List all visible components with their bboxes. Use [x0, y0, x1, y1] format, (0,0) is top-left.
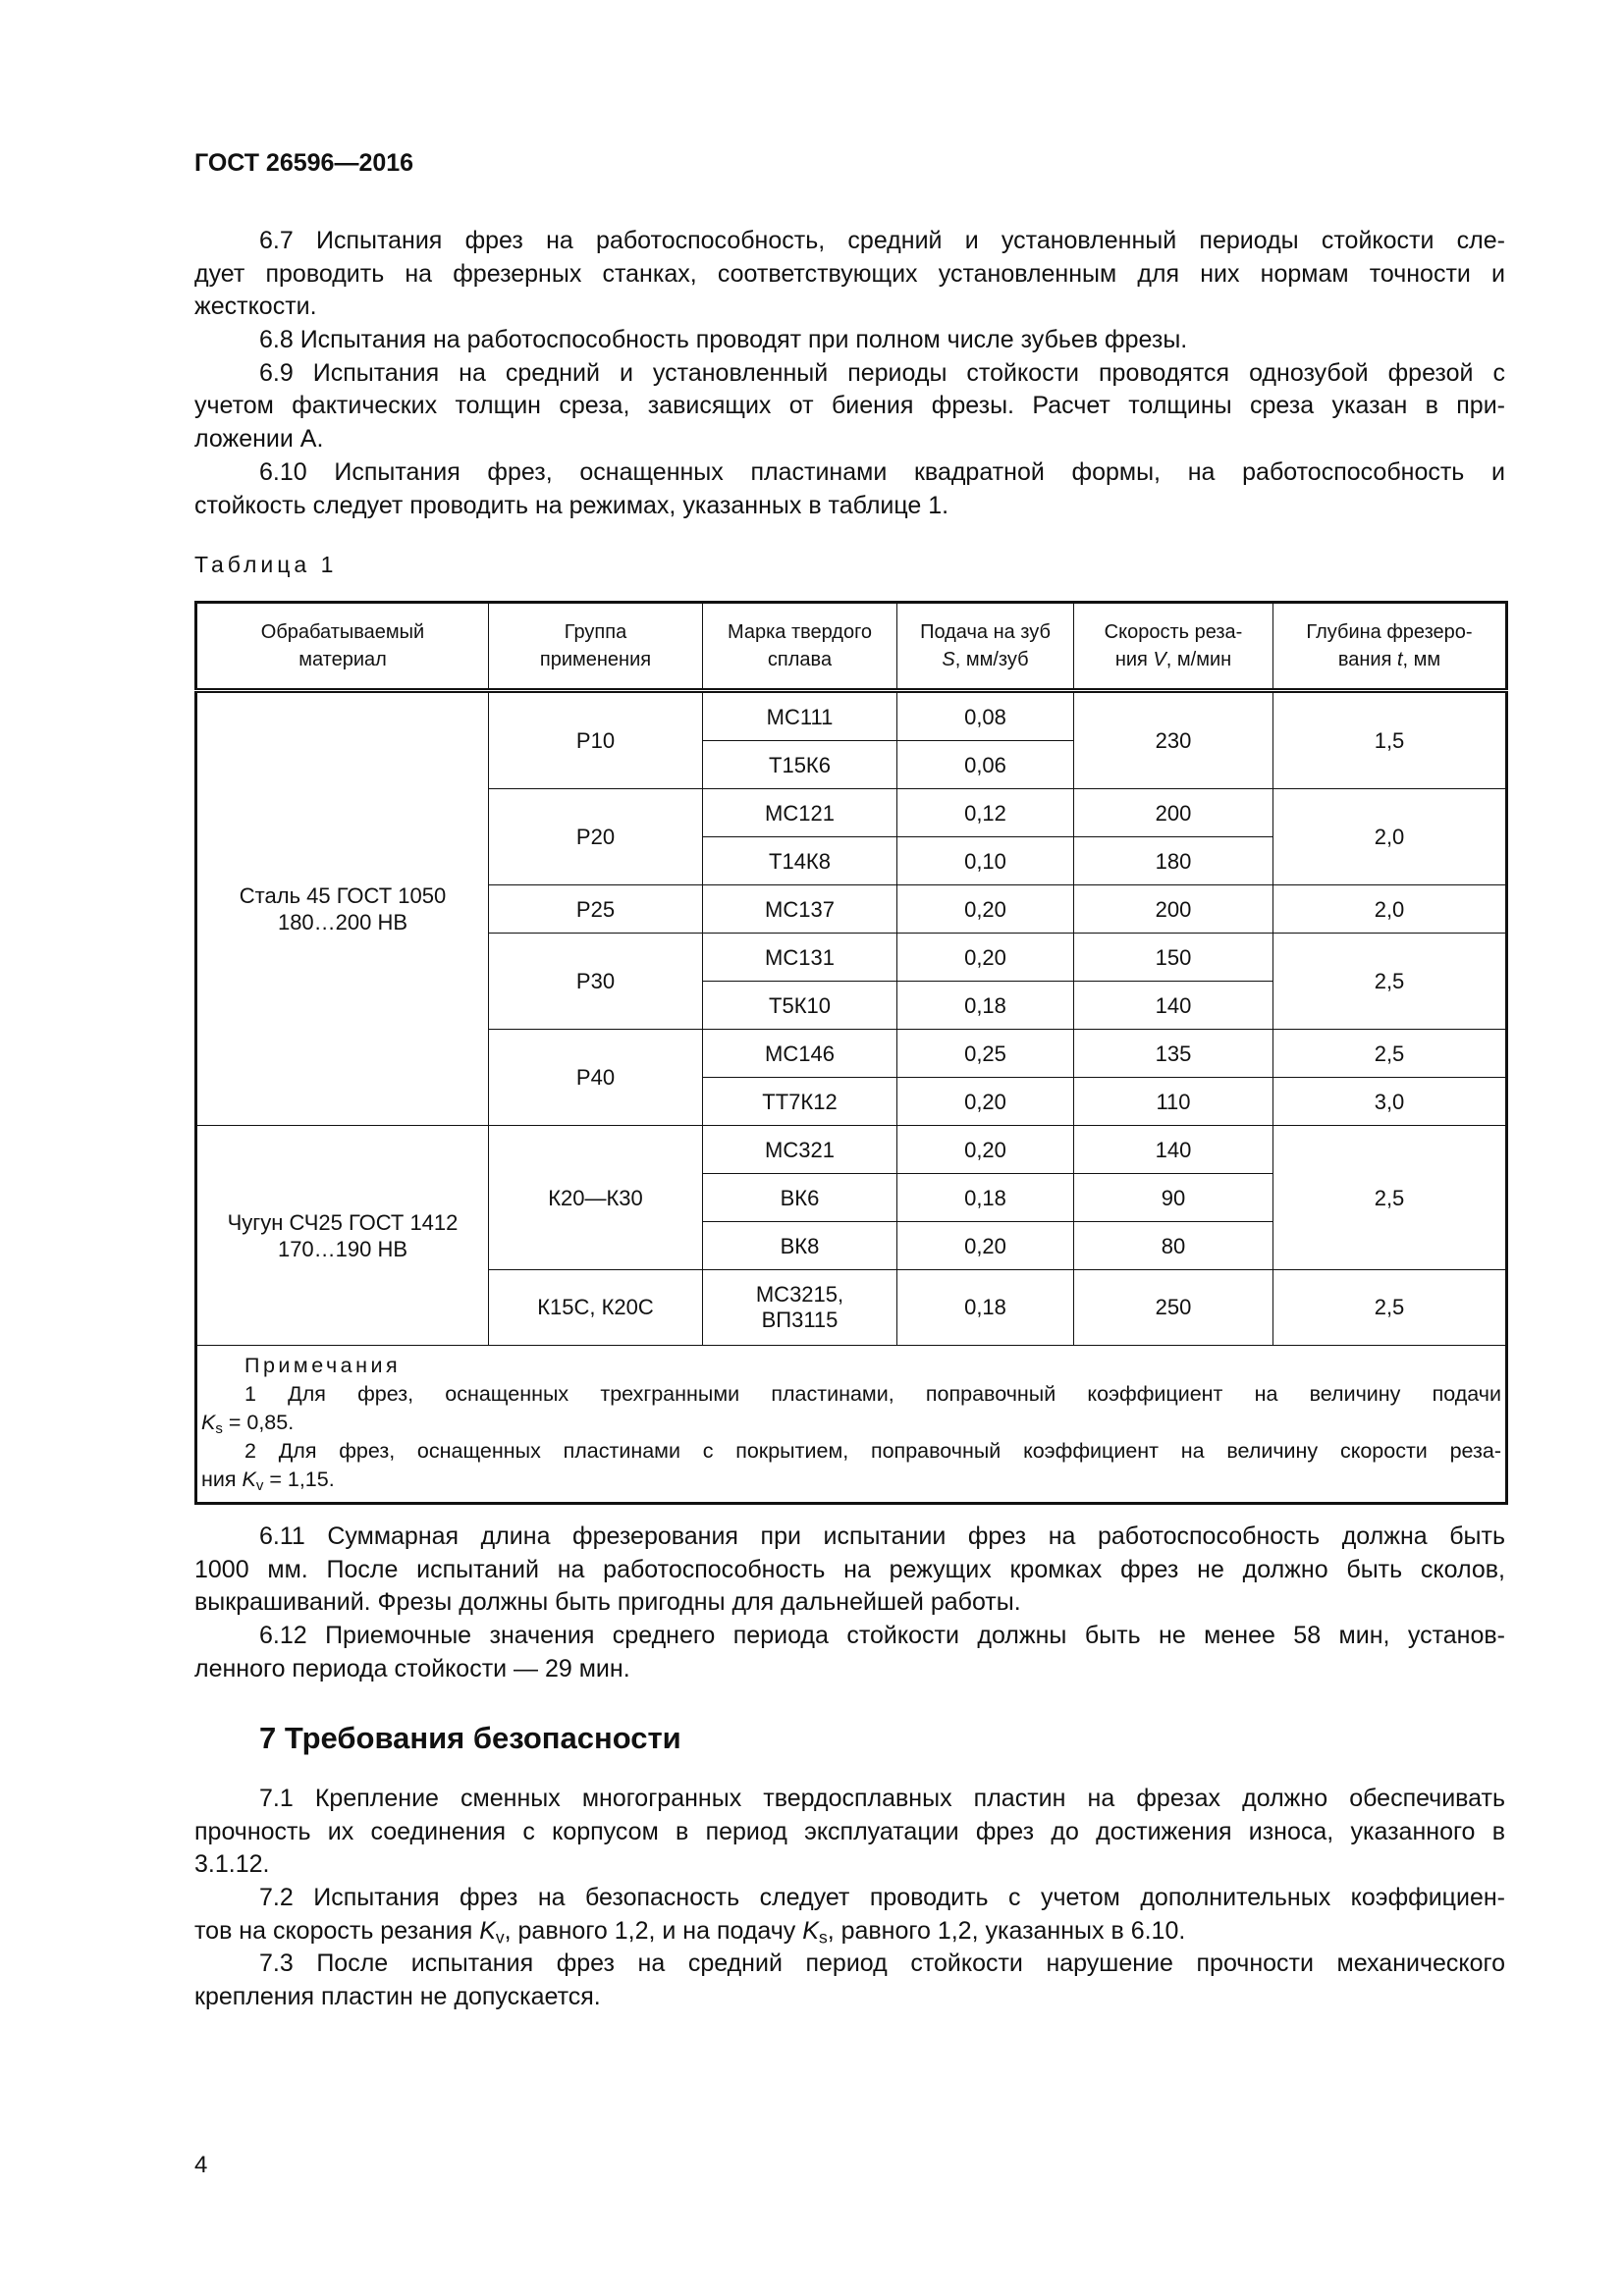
feed-cell: 0,12: [897, 789, 1074, 837]
cell-line: Обрабатываемый: [260, 621, 425, 643]
cell-line: ния V, м/мин: [1114, 649, 1232, 670]
paragraph: [194, 1521, 1505, 1620]
text-line: 7.2 Испытания фрез на безопасность следует проводить с учетом дополнительных коэффициен-: [259, 1884, 1505, 1912]
speed-cell: 135: [1074, 1030, 1273, 1078]
paragraph: [194, 1882, 1505, 1948]
cell-line: Подача на зуб: [920, 621, 1051, 643]
grade-cell: ВК8: [703, 1222, 897, 1270]
text-line: 1000 мм. После испытаний на работоспособность на режущих кромках фрез не должно быть сколов,: [194, 1555, 1505, 1583]
text-line: выкрашиваний. Фрезы должны быть пригодны для дальнейшей работы.: [194, 1588, 1021, 1617]
group-cell: Р25: [489, 885, 703, 934]
text-line: крепления пластин не допускается.: [194, 1983, 601, 2011]
feed-cell: 0,08: [897, 691, 1074, 741]
feed-cell: 0,20: [897, 1126, 1074, 1174]
group-cell: Р10: [489, 691, 703, 789]
text-line: прочность их соединения с корпусом в период эксплуатации фрез до достижения износа, указанного в: [194, 1817, 1505, 1845]
paragraph: [194, 357, 1505, 456]
material-cell: [196, 1126, 489, 1346]
paragraph: [194, 225, 1505, 324]
section-7-clauses: [194, 1783, 1505, 2014]
text-line: жесткости.: [194, 293, 317, 321]
text-line: 6.11 Суммарная длина фрезерования при испытании фрез на работоспособность должна быть: [259, 1522, 1505, 1550]
depth-cell: 2,5: [1273, 1126, 1507, 1270]
cell-line: 180…200 НВ: [277, 910, 408, 934]
feed-cell: 0,06: [897, 741, 1074, 789]
note-item: [201, 1437, 1501, 1494]
section-heading: 7 Требования безопасности: [259, 1721, 681, 1755]
table-caption: Таблица 1: [194, 552, 338, 577]
notes-title: [201, 1352, 1501, 1380]
coefficient-symbol: $K_v$: [479, 1916, 505, 1948]
text-line: учетом фактических толщин среза, зависящих от биения фрезы. Расчет толщины среза указан в при-: [194, 392, 1505, 420]
cell-line: вания t, мм: [1337, 649, 1441, 670]
header-speed: [1074, 603, 1273, 691]
speed-cell: 90: [1074, 1174, 1273, 1222]
text-line: стойкость следует проводить на режимах, указанных в таблице 1.: [194, 491, 949, 519]
depth-cell: 2,5: [1273, 934, 1507, 1030]
cell-line: S, мм/зуб: [942, 649, 1029, 670]
table-header-row: [196, 603, 1507, 691]
depth-cell: 2,5: [1273, 1270, 1507, 1346]
group-cell: Р20: [489, 789, 703, 885]
speed-cell: 200: [1074, 885, 1273, 934]
cell-line: Скорость реза-: [1104, 621, 1243, 643]
text-line: тов на скорость резания $K_v$, равного 1,2, и на подачу $K_s$, равного 1,2, указанных в 6.10.: [194, 1916, 1186, 1948]
grade-cell: МС121: [703, 789, 897, 837]
clauses-6-7-to-6-10: [194, 225, 1505, 522]
document-code: ГОСТ 26596—2016: [194, 149, 414, 177]
table-1: [194, 601, 1508, 1505]
grade-cell: МС111: [703, 691, 897, 741]
grade-cell: ВК6: [703, 1174, 897, 1222]
text-line: 6.7 Испытания фрез на работоспособность, средний и установленный периоды стойкости сле-: [259, 227, 1505, 254]
depth-cell: 2,5: [1273, 1030, 1507, 1078]
header-material: [196, 603, 489, 691]
text-line: 3.1.12.: [194, 1850, 270, 1879]
text-line: $K_s = 0,85$.: [201, 1411, 295, 1437]
depth-cell: 1,5: [1273, 691, 1507, 789]
cell-line: Группа: [564, 621, 627, 643]
grade-cell: Т5К10: [703, 982, 897, 1030]
cell-line: применения: [539, 649, 652, 670]
feed-cell: 0,25: [897, 1030, 1074, 1078]
paragraph: [194, 324, 1505, 357]
coefficient-symbol: $K_s$: [201, 1411, 223, 1437]
text-line: ложении А.: [194, 425, 324, 454]
text-line: 7.3 После испытания фрез на средний период стойкости нарушение прочности механического: [259, 1949, 1505, 1978]
feed-cell: 0,18: [897, 1174, 1074, 1222]
feed-cell: 0,18: [897, 982, 1074, 1030]
feed-cell: 0,18: [897, 1270, 1074, 1346]
grade-cell: ТТ7К12: [703, 1078, 897, 1126]
speed-cell: 80: [1074, 1222, 1273, 1270]
clauses-6-11-to-6-12: [194, 1521, 1505, 1685]
text-line: ния $K_v = 1,15$.: [201, 1468, 335, 1494]
paragraph: [194, 1948, 1505, 2013]
coefficient-symbol: $K_v$: [242, 1468, 264, 1494]
grade-cell: МС146: [703, 1030, 897, 1078]
grade-cell: МС321: [703, 1126, 897, 1174]
depth-cell: 2,0: [1273, 789, 1507, 885]
text-line: 6.12 Приемочные значения среднего периода стойкости должны быть не менее 58 мин, установ-: [259, 1622, 1505, 1650]
cell-line: МС3215,: [755, 1282, 844, 1307]
feed-cell: 0,20: [897, 1222, 1074, 1270]
cell-line: 170…190 НВ: [277, 1236, 408, 1261]
page-number: 4: [194, 2152, 208, 2178]
feed-cell: 0,10: [897, 837, 1074, 885]
grade-cell: МС137: [703, 885, 897, 934]
depth-cell: 3,0: [1273, 1078, 1507, 1126]
cell-line: Чугун СЧ25 ГОСТ 1412: [227, 1209, 459, 1235]
text-line: 1 Для фрез, оснащенных трехгранными пластинами, поправочный коэффициент на величину подачи: [244, 1382, 1501, 1406]
table-row: [196, 1126, 1507, 1174]
grade-cell: Т14К8: [703, 837, 897, 885]
coefficient-symbol: $K_s$: [802, 1916, 828, 1948]
text-line: 6.8 Испытания на работоспособность проводят при полном числе зубьев фрезы.: [259, 326, 1188, 354]
speed-cell: 140: [1074, 1126, 1273, 1174]
header-depth: [1273, 603, 1507, 691]
speed-cell: 250: [1074, 1270, 1273, 1346]
paragraph: [194, 1783, 1505, 1882]
feed-cell: 0,20: [897, 1078, 1074, 1126]
grade-cell: [703, 1270, 897, 1346]
grade-cell: МС131: [703, 934, 897, 982]
feed-cell: 0,20: [897, 885, 1074, 934]
text-line: 7.1 Крепление сменных многогранных твердосплавных пластин на фрезах должно обеспечивать: [259, 1785, 1505, 1812]
header-feed: [897, 603, 1074, 691]
text-line: Примечания: [244, 1354, 402, 1377]
header-group: [489, 603, 703, 691]
cell-line: Сталь 45 ГОСТ 1050: [239, 883, 447, 908]
speed-cell: 180: [1074, 837, 1273, 885]
group-cell: Р30: [489, 934, 703, 1030]
cell-line: сплава: [767, 649, 833, 670]
group-cell: Р40: [489, 1030, 703, 1126]
text-line: 6.10 Испытания фрез, оснащенных пластинами квадратной формы, на работоспособность и: [259, 457, 1505, 486]
grade-cell: Т15К6: [703, 741, 897, 789]
paragraph: [194, 1620, 1505, 1685]
table-notes-row: [196, 1346, 1507, 1504]
speed-cell: 200: [1074, 789, 1273, 837]
group-cell: К15С, К20С: [489, 1270, 703, 1346]
cell-line: материал: [298, 649, 387, 670]
speed-cell: 110: [1074, 1078, 1273, 1126]
text-line: 6.9 Испытания на средний и установленный периоды стойкости проводятся однозубой фрезой с: [259, 358, 1505, 387]
feed-cell: 0,20: [897, 934, 1074, 982]
cell-line: Глубина фрезеро-: [1306, 621, 1473, 643]
table-row: [196, 691, 1507, 741]
group-cell: К20—К30: [489, 1126, 703, 1270]
table-notes: [196, 1346, 1507, 1504]
paragraph: [194, 456, 1505, 522]
speed-cell: 140: [1074, 982, 1273, 1030]
header-grade: [703, 603, 897, 691]
text-line: 2 Для фрез, оснащенных пластинами с покрытием, поправочный коэффициент на величину скорости реза-: [244, 1439, 1501, 1463]
speed-cell: 230: [1074, 691, 1273, 789]
text-line: дует проводить на фрезерных станках, соответствующих установленным для них нормам точности и: [194, 259, 1505, 288]
speed-cell: 150: [1074, 934, 1273, 982]
cell-line: ВП3115: [761, 1308, 839, 1332]
cell-line: Марка твердого: [727, 621, 873, 643]
depth-cell: 2,0: [1273, 885, 1507, 934]
note-item: [201, 1380, 1501, 1437]
material-cell: [196, 691, 489, 1126]
text-line: ленного периода стойкости — 29 мин.: [194, 1654, 630, 1682]
